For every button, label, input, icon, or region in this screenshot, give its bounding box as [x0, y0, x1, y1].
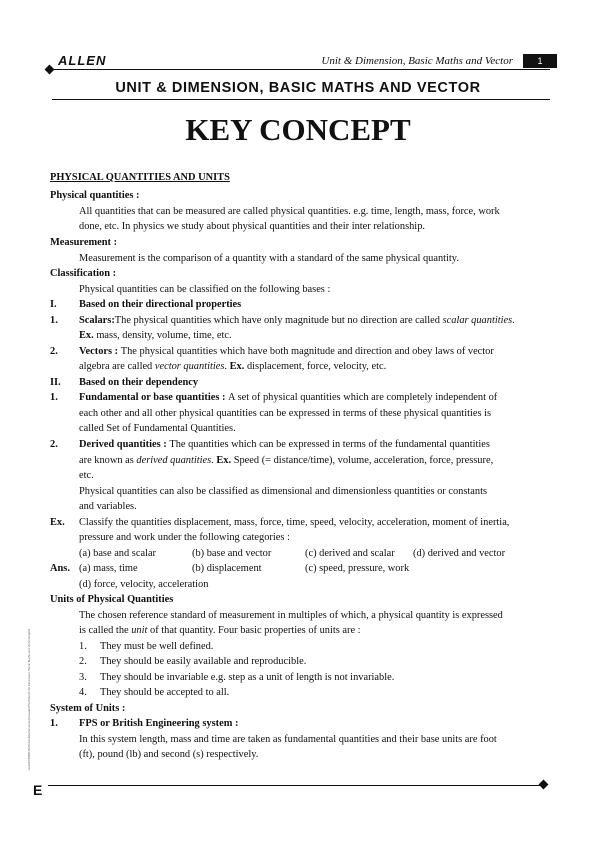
vectors-line	[79, 344, 494, 360]
example-label: Ex.	[216, 455, 232, 466]
text-line: called Set of Fundamental Quantities.	[79, 423, 236, 434]
text-line: Physical quantities can also be classified as dimensional and dimensionless quantities or constants	[79, 486, 488, 497]
subsection-heading: Based on their dependency	[79, 377, 199, 388]
text-span: of that quantity. Four basic properties of units are :	[147, 625, 361, 636]
text-span: Speed (= distance/time), volume, acceleration, force, pressure,	[231, 455, 494, 466]
list-item: They should be accepted to all.	[100, 687, 230, 698]
text-span: A set of physical quantities which are completely independent of	[228, 392, 498, 403]
answer-b: (b) displacement	[192, 563, 262, 574]
text-line: Classify the quantities displacement, mass, force, time, speed, velocity, acceleration, moment of inertia,	[79, 517, 510, 528]
allen-logo: ALLEN	[58, 53, 107, 68]
classification-heading: Classification :	[50, 268, 117, 279]
list-number: I.	[50, 299, 57, 310]
text-line: done, etc. In physics we study about physical quantities and their inter relationship.	[79, 221, 425, 232]
scalars-line	[79, 313, 515, 329]
subtitle-rule	[52, 99, 550, 100]
option-d: (d) derived and vector	[413, 548, 506, 559]
italic-term: vector quantities	[154, 361, 225, 372]
text-span: is called the	[79, 625, 132, 636]
list-number: 4.	[79, 687, 87, 698]
list-number: 2.	[79, 656, 87, 667]
footer-letter: E	[33, 782, 43, 798]
text-line: Measurement is the comparison of a quantity with a standard of the same physical quantity.	[79, 253, 459, 264]
option-c: (c) derived and scalar	[305, 548, 395, 559]
units-heading: Units of Physical Quantities	[50, 594, 174, 605]
text-span: are known as	[79, 455, 137, 466]
list-item: They should be easily available and reproducible.	[100, 656, 307, 667]
term: Fundamental or base quantities :	[79, 392, 229, 403]
term: Vectors :	[79, 346, 121, 357]
example-label: Ex.	[79, 330, 94, 341]
text-line: Physical quantities can be classified on the following bases :	[79, 284, 331, 295]
text-span: mass, density, volume, time, etc.	[93, 330, 232, 341]
answer-d: (d) force, velocity, acceleration	[79, 579, 209, 590]
side-file-path	[27, 590, 39, 770]
example-label: Ex.	[229, 361, 245, 372]
text-span: The quantities which can be expressed in terms of the fundamental quantities	[169, 439, 490, 450]
list-number: 2.	[50, 346, 58, 357]
text-span: algebra are called	[79, 361, 155, 372]
text-line: In this system length, mass and time are taken as fundamental quantities and their base units are foot	[79, 734, 497, 745]
term: Derived quantities :	[79, 439, 170, 450]
option-a: (a) base and scalar	[79, 548, 157, 559]
text-span: .	[211, 455, 217, 466]
answer-c: (c) speed, pressure, work	[305, 563, 410, 574]
answer-a: (a) mass, time	[79, 563, 138, 574]
side-file-path-text: node06\B0B0-BA\Kota\JEE(Advanced)\Leader\Phy\Sheet\Unit Dimension, Basic Maths and Vector\Eng\01	[27, 628, 31, 770]
list-number: 1.	[50, 718, 58, 729]
list-number: 1.	[50, 392, 58, 403]
derived-line	[79, 437, 490, 453]
units-line-2	[79, 623, 361, 639]
term: Scalars:	[79, 315, 115, 326]
page-number-badge: 1	[523, 54, 557, 68]
running-title: Unit & Dimension, Basic Maths and Vector	[321, 55, 513, 67]
example-label: Ex.	[50, 517, 65, 528]
list-item: They should be invariable e.g. step as a unit of length is not invariable.	[100, 672, 395, 683]
subsection-heading: Based on their directional properties	[79, 299, 242, 310]
text-line: The chosen reference standard of measurement in multiples of which, a physical quantity is expressed	[79, 610, 503, 621]
vectors-line-2	[79, 359, 386, 375]
list-item: They must be well defined.	[100, 641, 214, 652]
derived-line-2	[79, 453, 493, 469]
italic-term: scalar quantities	[442, 315, 513, 326]
page-title: KEY CONCEPT	[185, 112, 411, 147]
list-number: 3.	[79, 672, 87, 683]
text-span: The physical quantities which have both magnitude and direction and obey laws of vector	[120, 346, 494, 357]
header-rule	[52, 69, 550, 70]
scalars-example-line	[79, 328, 232, 344]
section-heading: PHYSICAL QUANTITIES AND UNITS	[50, 172, 230, 183]
text-line: pressure and work under the following categories :	[79, 532, 290, 543]
right-diamond-ornament	[539, 780, 549, 790]
list-number: 1.	[79, 641, 87, 652]
list-number: 1.	[50, 315, 58, 326]
fps-heading: FPS or British Engineering system :	[79, 718, 239, 729]
option-b: (b) base and vector	[192, 548, 272, 559]
text-line: All quantities that can be measured are called physical quantities. e.g. time, length, mass, force, work	[79, 206, 500, 217]
italic-term: derived quantities	[136, 455, 212, 466]
system-heading: System of Units :	[50, 703, 126, 714]
text-line: etc.	[79, 470, 94, 481]
answer-label: Ans.	[50, 563, 70, 574]
text-line: (ft), pound (lb) and second (s) respectively.	[79, 749, 259, 760]
physical-quantities-heading: Physical quantities :	[50, 190, 140, 201]
text-span: displacement, force, velocity, etc.	[244, 361, 387, 372]
list-number: 2.	[50, 439, 58, 450]
text-line: and variables.	[79, 501, 137, 512]
chapter-subtitle: UNIT & DIMENSION, BASIC MATHS AND VECTOR	[115, 80, 481, 96]
measurement-heading: Measurement :	[50, 237, 118, 248]
text-span: .	[512, 315, 515, 326]
text-span: .	[224, 361, 230, 372]
fundamental-line	[79, 390, 497, 406]
text-line: each other and all other physical quantities can be expressed in terms of these physical quantities is	[79, 408, 492, 419]
list-number: II.	[50, 377, 61, 388]
text-span: The physical quantities which have only magnitude but no direction are called	[114, 315, 443, 326]
italic-term: unit	[131, 625, 148, 636]
footer-rule	[48, 785, 542, 786]
